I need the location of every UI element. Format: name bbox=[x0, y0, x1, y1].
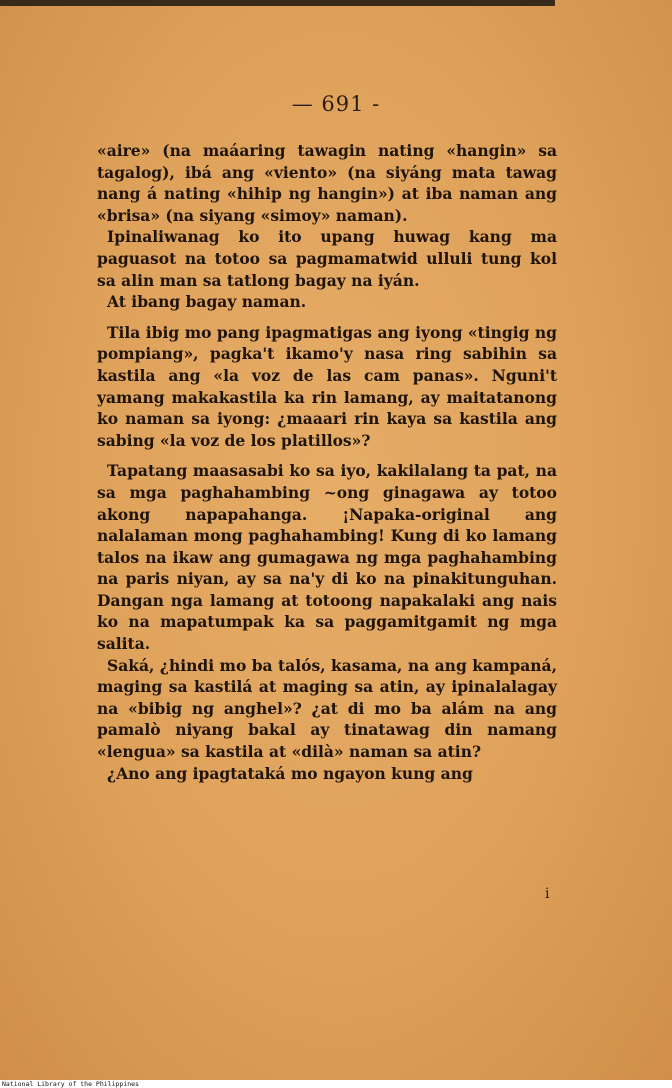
continuation-mark: i bbox=[545, 886, 550, 902]
body-text bbox=[97, 140, 557, 784]
paragraph: At ibang bagay naman. bbox=[107, 292, 307, 312]
paragraph: ¿Ano ang ipagtataká mo ngayon kung ang bbox=[107, 763, 473, 783]
page-number: — 691 - bbox=[291, 92, 381, 116]
paragraph: Saká, ¿hindi mo ba talós, kasama, na ang kampaná, maging sa kastilá at maging sa atin, ay ipinalalagay na «bibig ng anghel»? ¿at di mo ba alám na ang pamalò niyang bakal ay tinatawag din namang «lengua» sa kastila at «dilà» naman sa atin? bbox=[97, 655, 557, 762]
paragraph: Ipinaliwanag ko ito upang huwag kang ma paguasot na totoo sa pagmamatwid ulluli tung kol sa alin man sa tatlong bagay na iyán. bbox=[97, 227, 557, 290]
top-rule bbox=[0, 0, 555, 6]
paragraph: Tapatang maasasabi ko sa iyo, kakilalang ta pat, na sa mga paghahambing ~ong ginagawa ay totoo akong napapahanga. ¡Napaka-original ang nalalaman mong paghahambing! Kung di ko lamang talos na ikaw ang gumagawa ng mga paghahambing na paris niyan, ay sa na'y di ko na pinakitunguhan. Dangan nga lamang at totoong napakalaki ang nais ko na mapatumpak ka sa paggamitgamit ng mga salita. bbox=[97, 461, 557, 654]
paragraph: Tila ibig mo pang ipagmatigas ang iyong «tingig ng pompiang», pagka't ikamo'y nasa ring sabihin sa kastila ang «la voz de las cam panas». Nguni't yamang makakastila ka rin lamang, ay maitatanong ko naman sa iyong: ¿maaari rin kaya sa kastila ang sabing «la voz de los platillos»? bbox=[97, 322, 557, 450]
paragraph: «aire» (na maáaring tawagin nating «hangin» sa tagalog), ibá ang «viento» (na siyáng mata tawag nang á nating «hihip ng hangin») at iba naman ang «brisa» (na siyang «simoy» naman). bbox=[97, 141, 557, 225]
library-footer: National Library of the Philippines bbox=[0, 1080, 672, 1088]
